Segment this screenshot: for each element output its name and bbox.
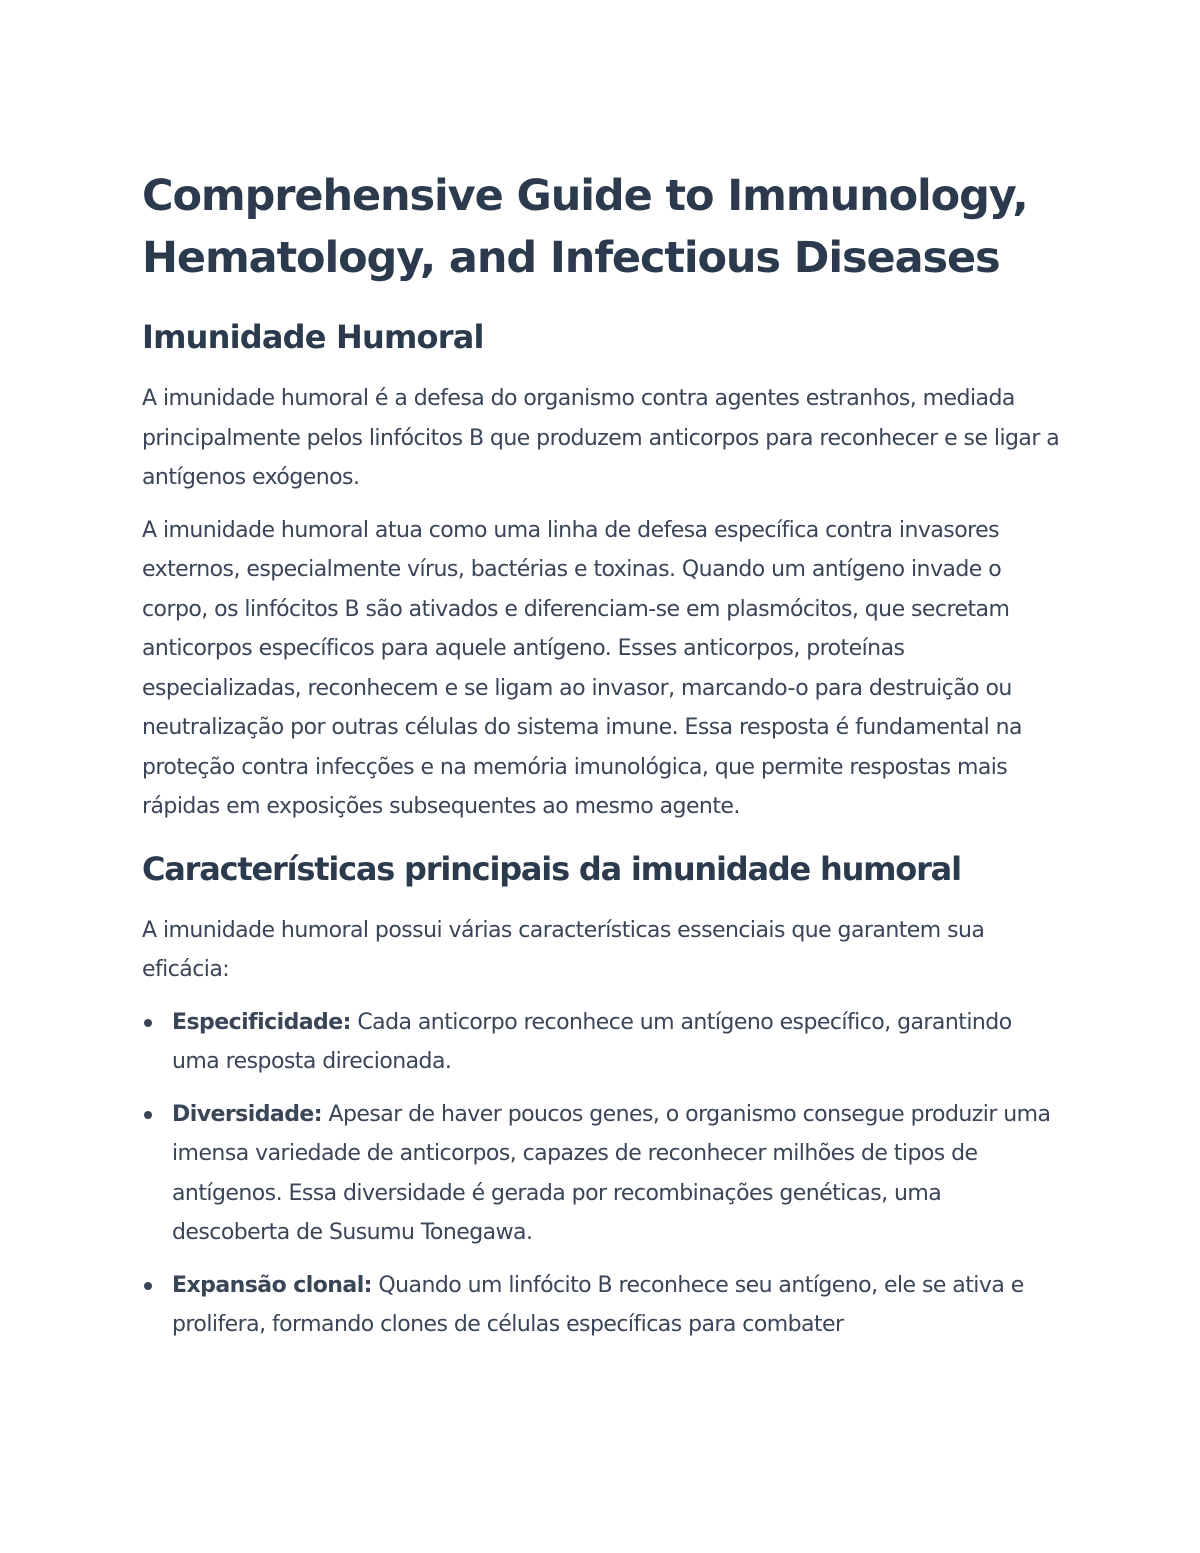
characteristics-list: [142, 1003, 1062, 1345]
bullet-icon: [144, 1282, 152, 1290]
bullet-icon: [144, 1019, 152, 1027]
document-title: Comprehensive Guide to Immunology, Hematology, and Infectious Diseases: [142, 171, 1028, 283]
list-item-expansao-clonal: [142, 1266, 1062, 1345]
list-item-text: Cada anticorpo reconhece um antígeno específico, garantindo uma resposta direcionada.: [172, 1009, 1012, 1074]
paragraph-definition: A imunidade humoral é a defesa do organismo contra agentes estranhos, mediada principalmente pelos linfócitos B que produzem anticorpos para reconhecer e se ligar a antígenos exógenos.: [142, 386, 1060, 490]
list-item-text: Quando um linfócito B reconhece seu antígeno, ele se ativa e prolifera, formando clones de células específicas para combater: [172, 1272, 1024, 1337]
paragraph-intro: A imunidade humoral possui várias características essenciais que garantem sua eficácia:: [142, 917, 985, 982]
paragraph-mechanism: A imunidade humoral atua como uma linha de defesa específica contra invasores externos, especialmente vírus, bactérias e toxinas. Quando um antígeno invade o corpo, os linfócitos B são ativados e diferenciam-se em plasmócitos, que secretam anticorpos específicos para aquele antígeno. Esses anticorpos, proteínas especializadas, reconhecem e se ligam ao invasor, marcando-o para destruição ou neutralização por outras células do sistema imune. Essa resposta é fundamental na proteção contra infecções e na memória imunológica, que permite respostas mais rápidas em exposições subsequentes ao mesmo agente.: [142, 517, 1022, 819]
bullet-icon: [144, 1111, 152, 1119]
list-item-especificidade: [142, 1003, 1062, 1082]
section-heading-caracteristicas: Características principais da imunidade humoral: [142, 849, 961, 888]
list-item-term: Expansão clonal:: [172, 1272, 372, 1298]
list-item-diversidade: [142, 1095, 1062, 1253]
section-heading-imunidade-humoral: Imunidade Humoral: [142, 318, 484, 356]
list-item-term: Diversidade:: [172, 1101, 323, 1127]
list-item-term: Especificidade:: [172, 1009, 351, 1035]
list-item-text: Apesar de haver poucos genes, o organismo consegue produzir uma imensa variedade de anticorpos, capazes de reconhecer milhões de tipos de antígenos. Essa diversidade é gerada por recombinações genéticas, uma descoberta de Susumu Tonegawa.: [172, 1101, 1051, 1245]
document-page: [142, 165, 1062, 1358]
